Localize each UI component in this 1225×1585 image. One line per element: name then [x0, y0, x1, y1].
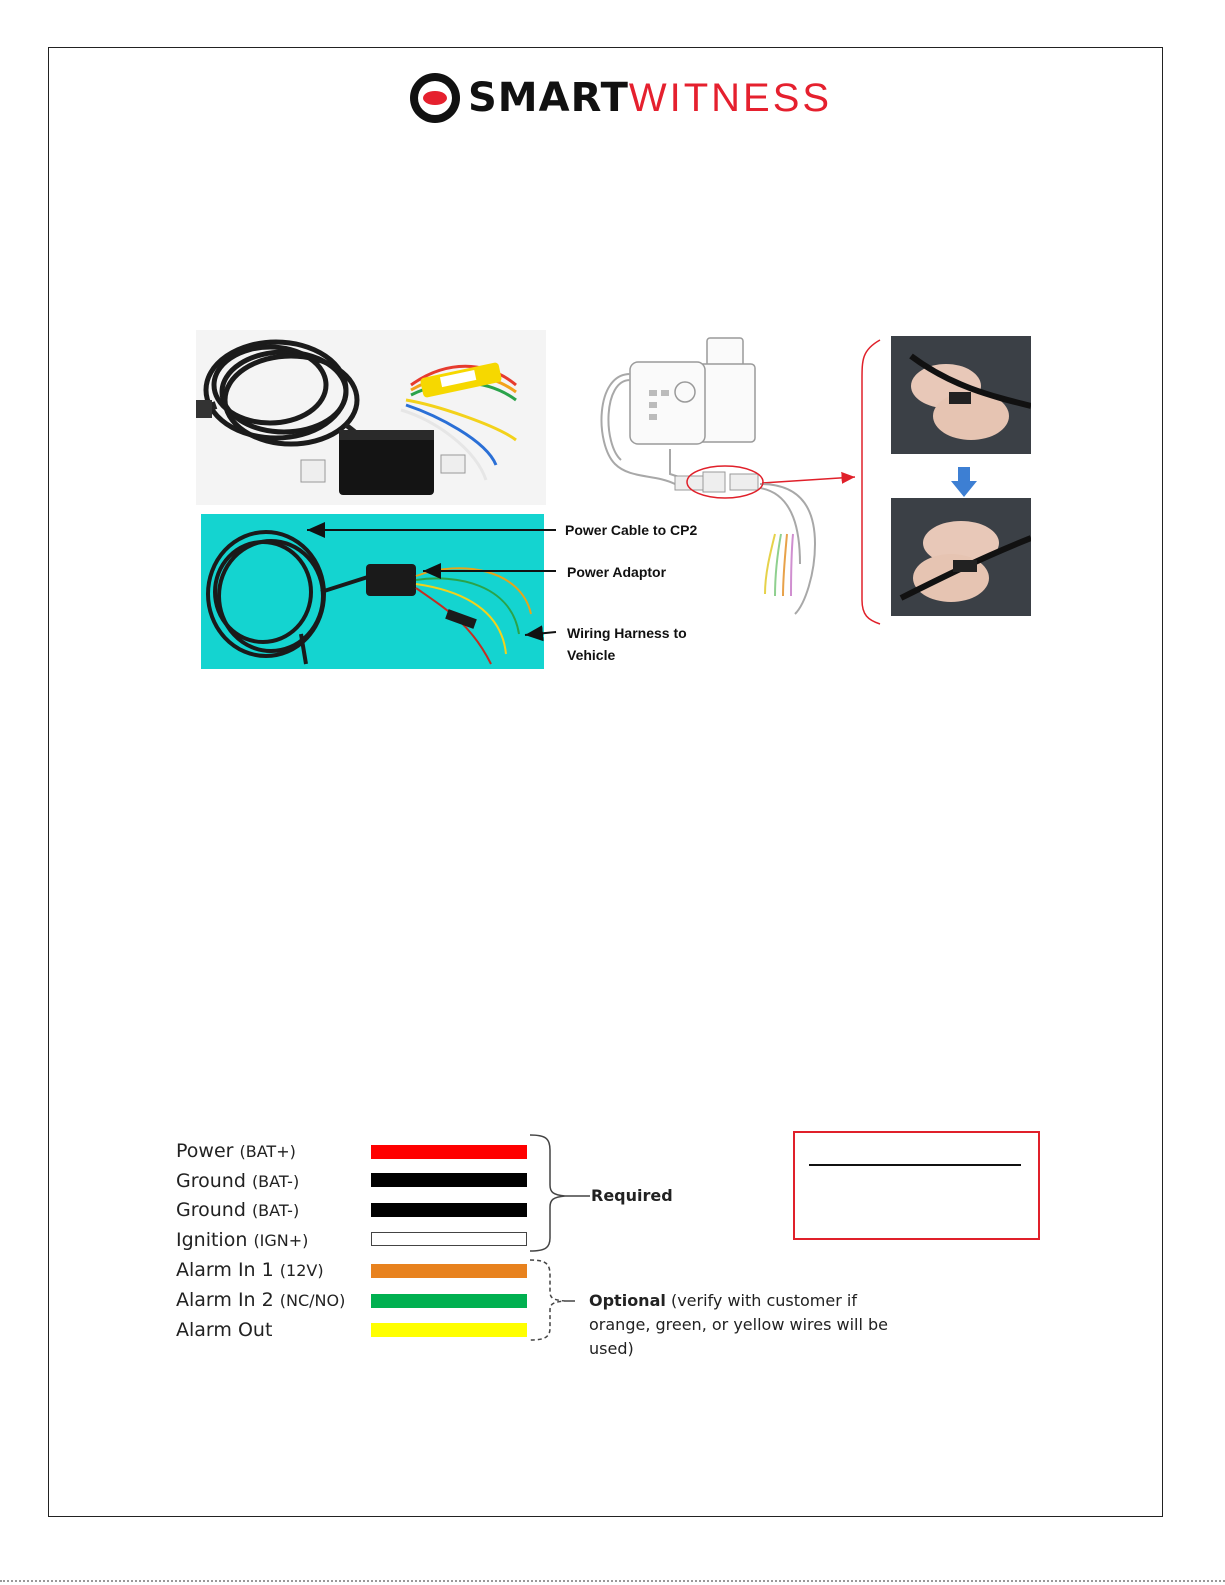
callout-wiring-harness: Wiring Harness to Vehicle: [567, 625, 687, 663]
required-label: Required: [591, 1186, 673, 1205]
arrow-down-icon: [951, 467, 977, 497]
callout-power-adaptor: Power Adaptor: [567, 564, 667, 580]
connector-step-2-photo: [891, 498, 1031, 616]
note-box: [793, 1131, 1040, 1240]
callout-power-cable: Power Cable to CP2: [565, 522, 698, 538]
wire-swatch-alarm-in-1: [371, 1264, 527, 1278]
logo-word-smart: SMART: [468, 75, 629, 121]
wire-swatch-ground-2: [371, 1203, 527, 1217]
wire-label-ground-1: Ground (BAT-): [176, 1170, 300, 1192]
group-braces: [525, 1130, 595, 1345]
wire-label-power: Power (BAT+): [176, 1140, 296, 1162]
wire-swatch-power: [371, 1145, 527, 1159]
wire-swatch-ground-1: [371, 1173, 527, 1187]
wire-label-ground-2: Ground (BAT-): [176, 1199, 300, 1221]
cp2-connection-diagram: [585, 334, 860, 624]
wire-label-alarm-in-1: Alarm In 1 (12V): [176, 1259, 324, 1281]
note-box-rule: [809, 1164, 1021, 1166]
connector-step-1-photo: [891, 336, 1031, 454]
wire-swatch-alarm-out: [371, 1323, 527, 1337]
wire-swatch-ignition: [371, 1232, 527, 1246]
wire-swatch-alarm-in-2: [371, 1294, 527, 1308]
optional-label: Optional (verify with customer if orange, green, or yellow wires will be used): [589, 1291, 889, 1358]
logo-word-witness: WITNESS: [628, 76, 833, 120]
wire-label-ignition: Ignition (IGN+): [176, 1229, 309, 1251]
page-edge: [0, 1580, 1225, 1582]
wire-label-alarm-out: Alarm Out: [176, 1319, 273, 1341]
wire-label-alarm-in-2: Alarm In 2 (NC/NO): [176, 1289, 346, 1311]
